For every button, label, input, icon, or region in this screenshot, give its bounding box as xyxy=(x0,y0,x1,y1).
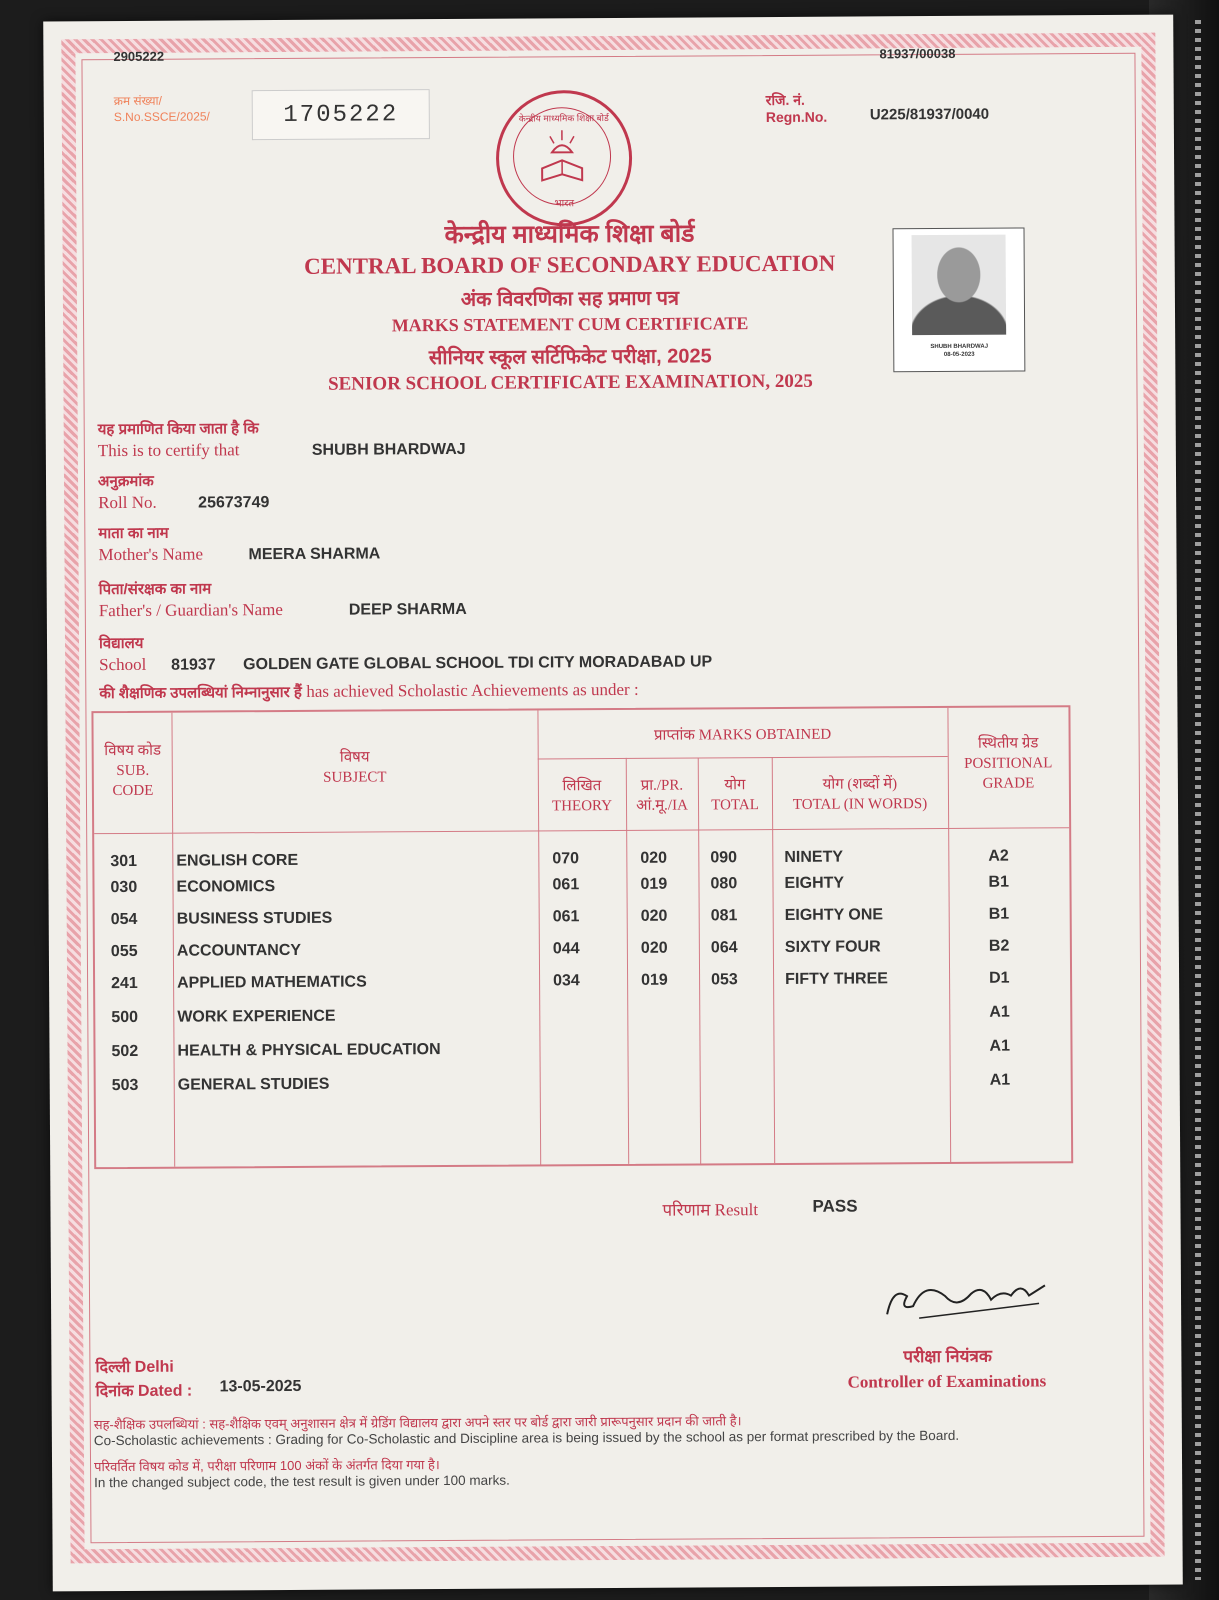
regn-number: U225/81937/0040 xyxy=(869,105,990,124)
theory-marks: 070 xyxy=(552,850,580,868)
father-name: DEEP SHARMA xyxy=(348,600,467,619)
header-grade-hi: स्थितीय ग्रेड xyxy=(977,735,1039,752)
cbse-seal-logo xyxy=(496,90,633,227)
photo-caption-date: 08-05-2023 xyxy=(943,351,975,358)
seal-text-bottom: भारत xyxy=(554,198,575,210)
header-sub-code-en2: CODE xyxy=(112,782,154,800)
theory-marks: 061 xyxy=(552,876,580,894)
header-practical xyxy=(626,775,698,815)
header-practical-en: आं.मू./IA xyxy=(636,797,688,814)
table-divider xyxy=(538,756,948,760)
exam-title-en: SENIOR SCHOOL CERTIFICATE EXAMINATION, 2025 xyxy=(327,370,813,395)
controller-signature xyxy=(879,1265,1049,1326)
subject-name: ECONOMICS xyxy=(176,878,276,896)
regn-label-en: Regn.No. xyxy=(765,108,828,126)
mother-label-hi: माता का नाम xyxy=(98,524,169,543)
header-grade-en2: GRADE xyxy=(982,775,1035,792)
board-name-hi: केन्द्रीय माध्यमिक शिक्षा बोर्ड xyxy=(444,219,695,250)
header-practical-hi: प्रा./PR. xyxy=(640,777,684,794)
table-divider xyxy=(94,827,1069,834)
dated-value: 13-05-2025 xyxy=(219,1377,302,1396)
header-marks-obtained: प्राप्तांक MARKS OBTAINED xyxy=(653,726,832,744)
theory-marks: 044 xyxy=(552,940,580,958)
school-code: 81937 xyxy=(171,656,216,674)
header-subject xyxy=(172,746,538,788)
subject-name: HEALTH & PHYSICAL EDUCATION xyxy=(177,1041,441,1060)
roll-label-en: Roll No. xyxy=(98,492,157,513)
controller-title-hi: परीक्षा नियंत्रक xyxy=(903,1346,992,1367)
practical-marks: 020 xyxy=(640,939,668,957)
regn-label-hi: रजि. नं. xyxy=(765,91,805,109)
subject-code: 502 xyxy=(111,1042,139,1061)
father-label-hi: पिता/संरक्षक का नाम xyxy=(98,580,212,599)
document-title-en: MARKS STATEMENT CUM CERTIFICATE xyxy=(391,313,749,336)
roll-number: 25673749 xyxy=(198,494,270,512)
practical-marks: 020 xyxy=(640,849,668,867)
header-sub-code-hi: विषय कोड xyxy=(104,742,162,760)
achieved-line xyxy=(99,680,638,703)
footer-line1-hi: सह-शैक्षिक उपलब्धियां : सह-शैक्षिक एवम् अनुशासन क्षेत्र में ग्रेडिंग विद्यालय द्वारा अपने स्तर पर बोर्ड द्वारा जारी प्रारूपनुसार प्रदान की जाती है। xyxy=(93,1413,742,1433)
total-in-words: FIFTY THREE xyxy=(785,970,888,988)
total-marks: 053 xyxy=(711,971,738,989)
photo-caption xyxy=(894,342,1024,359)
sno-value: 1705222 xyxy=(252,89,430,140)
document-title-hi: अंक विवरणिका सह प्रमाण पत्र xyxy=(460,287,680,311)
place: दिल्ली Delhi xyxy=(95,1358,174,1377)
subject-code: 503 xyxy=(111,1076,139,1095)
table-row xyxy=(95,997,1070,1035)
positional-grade: B1 xyxy=(988,873,1009,891)
marks-certificate xyxy=(43,15,1183,1592)
total-in-words: EIGHTY xyxy=(784,874,845,892)
header-total-hi: योग xyxy=(724,777,746,794)
total-marks: 090 xyxy=(710,849,738,867)
total-marks: 080 xyxy=(710,875,738,893)
school-label-hi: विद्यालय xyxy=(98,634,144,653)
footer-line2-hi: परिवर्तित विषय कोड में, परीक्षा परिणाम 100 अंकों के अंतर्गत दिया गया है। xyxy=(93,1457,440,1475)
achieved-label-en: has achieved Scholastic Achievements as under : xyxy=(306,679,639,701)
subject-name: BUSINESS STUDIES xyxy=(176,909,333,928)
header-theory xyxy=(538,776,626,817)
sno-label xyxy=(114,92,210,125)
sno-label-en: S.No.SSCE/2025/ xyxy=(113,109,210,125)
subject-code: 500 xyxy=(111,1008,139,1027)
seal-text-top: केन्द्रीय माध्यमिक शिक्षा बोर्ड xyxy=(518,113,609,124)
subject-code: 241 xyxy=(111,974,138,993)
student-name: SHUBH BHARDWAJ xyxy=(311,440,466,459)
header-total-words xyxy=(772,774,948,815)
marks-table xyxy=(91,705,1073,1169)
certify-label-hi: यह प्रमाणित किया जाता है कि xyxy=(97,420,259,439)
table-row xyxy=(96,1065,1071,1103)
positional-grade: B2 xyxy=(988,937,1010,955)
table-row xyxy=(95,1031,1070,1069)
subject-code: 301 xyxy=(110,852,138,871)
header-total-en: TOTAL xyxy=(711,797,759,814)
total-in-words: SIXTY FOUR xyxy=(784,938,881,956)
header-total-words-hi: योग (शब्दों में) xyxy=(822,776,898,793)
serial-number-right: 81937/00038 xyxy=(879,45,956,62)
practical-marks: 019 xyxy=(641,971,668,989)
header-sub-code xyxy=(94,741,172,801)
dated-label: दिनांक Dated : xyxy=(95,1382,193,1401)
positional-grade: A2 xyxy=(988,847,1009,865)
header-sub-code-en1: SUB. xyxy=(116,762,150,780)
total-marks: 081 xyxy=(710,907,738,925)
achieved-label-hi: की शैक्षणिक उपलब्धियां निम्नानुसार हैं xyxy=(99,683,302,703)
school-label-en: School xyxy=(99,654,147,675)
header-grade-en1: POSITIONAL xyxy=(964,755,1053,772)
subject-name: ENGLISH CORE xyxy=(176,851,299,870)
footer-line1-en: Co-Scholastic achievements : Grading for Co-Scholastic and Discipline area is being issued by the school as per format prescribed by the Board. xyxy=(93,1427,960,1449)
header-total-words-en: TOTAL (IN WORDS) xyxy=(792,796,928,813)
subject-name: WORK EXPERIENCE xyxy=(177,1007,336,1026)
result-label: परिणाम Result xyxy=(662,1200,759,1220)
total-marks: 064 xyxy=(710,939,738,957)
practical-marks: 020 xyxy=(640,907,668,925)
total-in-words: EIGHTY ONE xyxy=(784,906,884,924)
header-grade xyxy=(948,733,1069,794)
practical-marks: 019 xyxy=(640,875,668,893)
school-name: GOLDEN GATE GLOBAL SCHOOL TDI CITY MORADABAD UP xyxy=(243,653,713,674)
header-total xyxy=(698,775,772,815)
subject-code: 055 xyxy=(110,942,138,961)
certify-label-en: This is to certify that xyxy=(97,440,240,461)
controller-title-en: Controller of Examinations xyxy=(847,1371,1047,1392)
header-theory-en: THEORY xyxy=(551,798,613,815)
header-subject-en: SUBJECT xyxy=(323,769,387,786)
sno-label-hi: क्रम संख्या/ xyxy=(113,93,163,109)
subject-name: APPLIED MATHEMATICS xyxy=(177,973,367,992)
student-portrait xyxy=(912,235,1007,336)
theory-marks: 061 xyxy=(552,908,580,926)
result-value: PASS xyxy=(812,1196,858,1216)
mother-name: MEERA SHARMA xyxy=(248,545,381,564)
photo-caption-name: SHUBH BHARDWAJ xyxy=(930,343,989,351)
exam-title-hi: सीनियर स्कूल सर्टिफिकेट परीक्षा, 2025 xyxy=(428,345,712,370)
table-row xyxy=(95,963,1070,1001)
mother-label-en: Mother's Name xyxy=(98,544,204,565)
theory-marks: 034 xyxy=(553,972,580,990)
positional-grade: D1 xyxy=(989,969,1010,987)
footer-line2-en: In the changed subject code, the test result is given under 100 marks. xyxy=(94,1472,510,1491)
subject-name: ACCOUNTANCY xyxy=(176,941,302,960)
subject-name: GENERAL STUDIES xyxy=(177,1075,330,1094)
positional-grade: A1 xyxy=(989,1003,1010,1021)
student-photo xyxy=(892,227,1025,372)
board-name-en: CENTRAL BOARD OF SECONDARY EDUCATION xyxy=(304,250,836,279)
positional-grade: B1 xyxy=(988,905,1010,923)
subject-code: 054 xyxy=(110,910,138,929)
header-theory-hi: लिखित xyxy=(562,778,602,795)
header-subject-hi: विषय xyxy=(339,749,370,766)
subject-code: 030 xyxy=(110,878,138,897)
father-label-en: Father's / Guardian's Name xyxy=(98,600,283,621)
total-in-words: NINETY xyxy=(784,848,844,866)
binder-stitching xyxy=(1195,20,1201,1580)
serial-number-left: 2905222 xyxy=(113,48,165,65)
roll-label-hi: अनुक्रमांक xyxy=(97,472,154,491)
positional-grade: A1 xyxy=(989,1071,1011,1089)
positional-grade: A1 xyxy=(989,1037,1010,1055)
